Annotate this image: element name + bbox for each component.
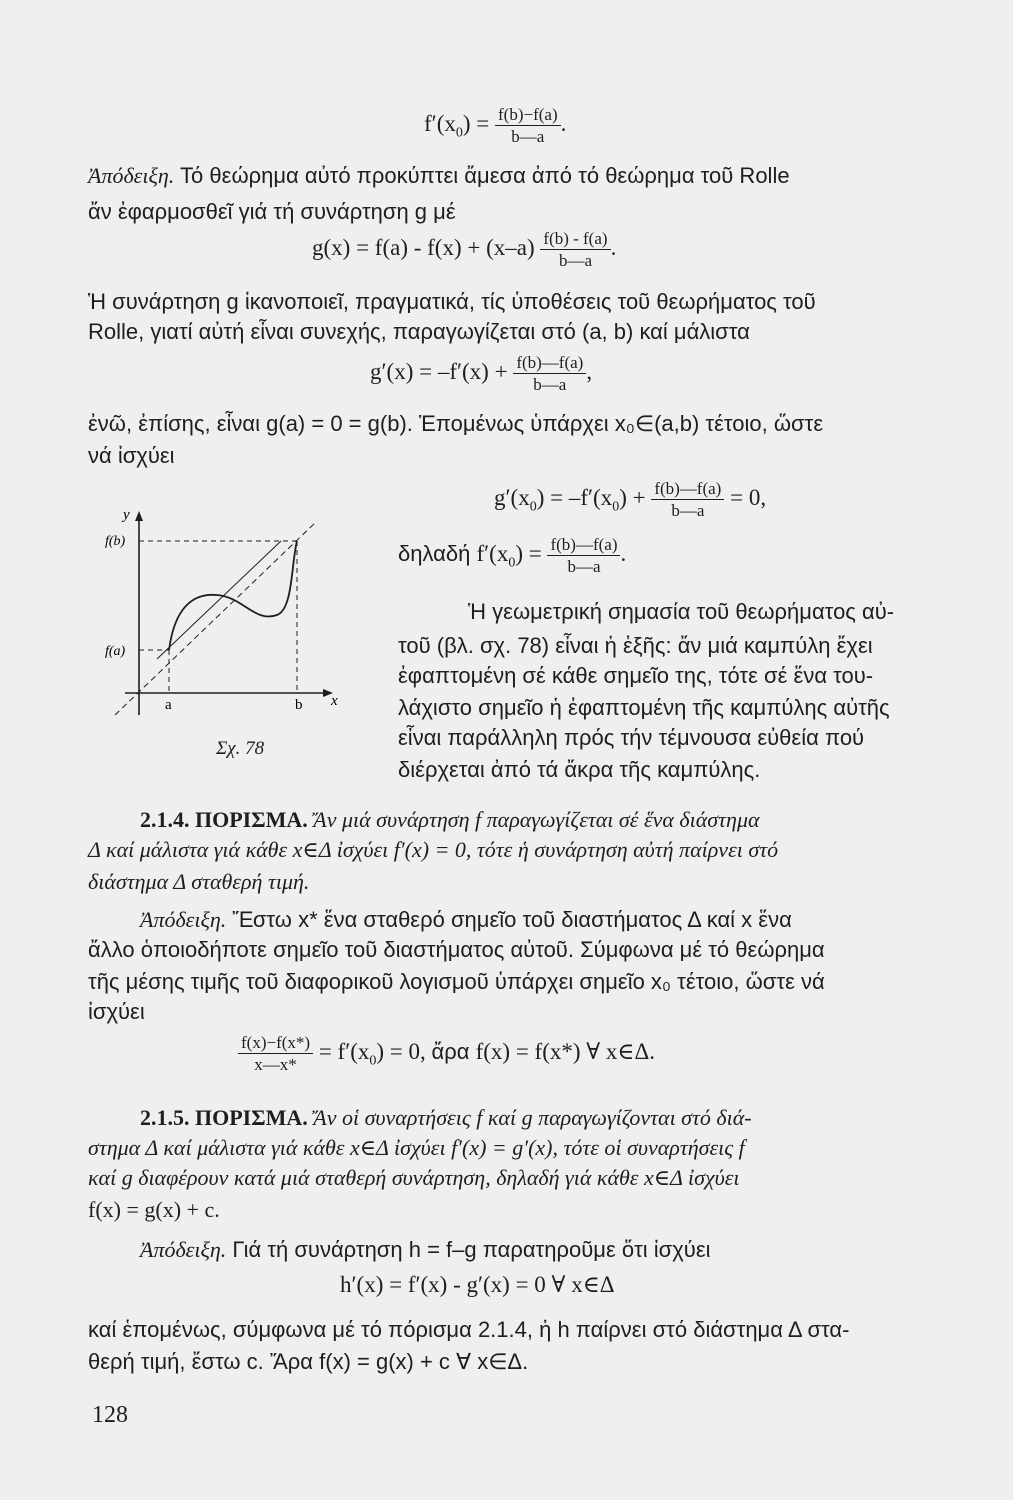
proof1-line3: Ἡ συνάρτηση g ἱκανοποιεῖ, πραγματικά, τίς ὑποθέσεις τοῦ θεωρήματος τοῦ — [88, 289, 816, 314]
denominator: b—a — [511, 127, 545, 146]
numerator: f(b)—f(a) — [513, 352, 586, 374]
figure-78 — [105, 505, 345, 765]
formula-text: g′(x — [494, 484, 530, 510]
subscript: 0 — [455, 125, 463, 141]
proof2-line3: τῆς μέσης τιμῆς τοῦ διαφορικοῦ λογισμοῦ ὑπάρχει σημεῖο x₀ τέτοιο, ὥστε νά — [88, 969, 825, 994]
text: Γιά τή συνάρτηση h = f–g παρατηροῦμε ὅτι ἰσχύει — [226, 1237, 711, 1262]
formula-text: , — [586, 358, 593, 384]
formula-text: f′(x — [476, 540, 509, 566]
geometric-line4: λάχιστο σημεῖο ἡ ἐφαπτομένη τῆς καμπύλης αὐτῆς — [398, 695, 890, 720]
formula-text: ) = –f′(x — [536, 484, 613, 510]
geometric-line6: διέρχεται ἀπό τά ἄκρα τῆς καμπύλης. — [398, 757, 761, 782]
label-fa: f(a) — [105, 644, 126, 659]
proof2-line4: ἰσχύει — [88, 999, 145, 1024]
formula-text: ) = — [462, 110, 495, 136]
geometric-line1: Ἡ γεωμετρική σημασία τοῦ θεωρήματος αὐ- — [468, 599, 895, 624]
formula-label: δηλαδή — [398, 540, 477, 566]
numerator: f(b) - f(a) — [540, 228, 610, 250]
proof1-line5: ἐνῶ, ἐπίσης, εἶναι g(a) = 0 = g(b). Ἑπομένως ὑπάρχει x₀∈(a,b) τέτοιο, ὥστε — [88, 411, 824, 436]
formula-text: ) + — [619, 484, 652, 510]
tangent-line — [157, 541, 281, 659]
proof1-line2: ἄν ἐφαρμοσθεῖ γιά τή συνάρτηση g μέ — [88, 199, 456, 224]
formula-text: ) = 0, — [376, 1038, 432, 1064]
denominator: x—x* — [254, 1055, 297, 1074]
formula-conclusion — [398, 534, 626, 577]
proof1-line6: νά ἰσχύει — [88, 443, 175, 468]
label-x: x — [331, 693, 338, 709]
numerator: f(x)−f(x*) — [238, 1032, 313, 1054]
label-b: b — [295, 697, 303, 713]
subscript: 0 — [508, 555, 516, 571]
formula-text: = f′(x — [313, 1038, 370, 1064]
numerator: f(b)−f(a) — [495, 104, 561, 126]
formula-greek: ἄρα — [431, 1038, 476, 1064]
secant-line — [115, 521, 317, 715]
corollary5-line4: f(x) = g(x) + c. — [88, 1197, 220, 1222]
corollary5-line3: καί g διαφέρουν κατά μιά σταθερή συνάρτηση, δηλαδή γιά κάθε x∈Δ ἰσχύει — [88, 1165, 740, 1190]
corollary4-line1 — [140, 806, 760, 834]
formula-g-definition — [312, 228, 616, 271]
fraction — [547, 534, 620, 577]
text: Ἄν μιά συνάρτηση f παραγωγίζεται σέ ἕνα διάστημα — [307, 807, 760, 832]
fraction — [238, 1032, 313, 1075]
subscript: 0 — [529, 499, 537, 515]
corollary5-line2: στημα Δ καί μάλιστα γιά κάθε x∈Δ ἰσχύει f′(x) = g′(x), τότε οἱ συναρτήσεις f — [88, 1135, 745, 1160]
label-y: y — [123, 507, 130, 523]
proof1-line1 — [88, 162, 790, 190]
formula-text: f′(x — [424, 110, 456, 136]
geometric-line2: τοῦ (βλ. σχ. 78) εἶναι ἡ ἑξῆς: ἄν μιά καμπύλη ἔχει — [398, 633, 873, 658]
corollary4-line3: διάστημα Δ σταθερή τιμή. — [88, 869, 310, 894]
figure-caption: Σχ. 78 — [216, 738, 265, 759]
proof3-line2: καί ἑπομένως, σύμφωνα μέ τό πόρισμα 2.1.4, ἡ h παίρνει στό διάστημα Δ στα- — [88, 1317, 850, 1342]
denominator: b—a — [558, 251, 592, 270]
corollary5-line1 — [140, 1104, 752, 1132]
curve — [169, 541, 297, 650]
formula-text: ) = — [515, 540, 548, 566]
denominator: b—a — [671, 501, 705, 520]
denominator: b—a — [533, 375, 567, 394]
y-axis-arrow — [135, 511, 143, 521]
fraction — [540, 228, 610, 271]
proof-label: Ἀπόδειξη. — [140, 1237, 227, 1262]
proof3-line3: θερή τιμή, ἔστω c. Ἄρα f(x) = g(x) + c ∀ x∈Δ. — [88, 1349, 529, 1374]
corollary-number: 2.1.4. ΠΟΡΙΣΜΑ. — [140, 807, 308, 832]
geometric-line3: ἐφαπτομένη σέ κάθε σημεῖο της, τότε σέ ἕνα του- — [398, 663, 874, 688]
label-fb: f(b) — [105, 534, 126, 549]
denominator: b—a — [567, 557, 601, 576]
corollary4-line2: Δ καί μάλιστα γιά κάθε x∈Δ ἰσχύει f′(x) = 0, τότε ἡ συνάρτηση αὐτή παίρνει στό — [88, 837, 779, 862]
formula-text: . — [610, 234, 617, 260]
formula-text: g′(x) = –f′(x) + — [370, 358, 514, 384]
formula-text: . — [620, 540, 627, 566]
subscript: 0 — [612, 499, 620, 515]
formula-g-derivative-x0 — [494, 478, 766, 521]
fraction — [513, 352, 586, 395]
numerator: f(b)—f(a) — [547, 534, 620, 556]
numerator: f(b)—f(a) — [651, 478, 724, 500]
subscript: 0 — [369, 1053, 377, 1069]
formula-g-derivative — [370, 352, 592, 395]
proof3-line1 — [140, 1236, 711, 1264]
formula-constant — [238, 1032, 655, 1075]
proof-label: Ἀπόδειξη. — [140, 907, 227, 932]
formula-mean-value — [424, 104, 566, 147]
formula-text: f(x) = f(x*) ∀ x∈Δ. — [475, 1038, 655, 1064]
formula-h-derivative: h′(x) = f′(x) - g′(x) = 0 ∀ x∈Δ — [340, 1272, 615, 1297]
formula-text: g(x) = f(a) - f(x) + (x–a) — [312, 234, 541, 260]
formula-text: . — [560, 110, 567, 136]
proof1-line4: Rolle, γιατί αὐτή εἶναι συνεχής, παραγωγίζεται στό (a, b) καί μάλιστα — [88, 319, 750, 344]
fraction — [651, 478, 724, 521]
text: Τό θεώρημα αὐτό προκύπτει ἄμεσα ἀπό τό θεώρημα τοῦ Rolle — [174, 163, 790, 188]
text: Ἔστω x* ἕνα σταθερό σημεῖο τοῦ διαστήματος Δ καί x ἕνα — [226, 907, 792, 932]
corollary-number: 2.1.5. ΠΟΡΙΣΜΑ. — [140, 1105, 308, 1130]
page-number: 128 — [92, 1402, 128, 1428]
fraction — [495, 104, 561, 147]
proof-label: Ἀπόδειξη. — [88, 163, 175, 188]
label-a: a — [165, 697, 172, 713]
formula-text: = 0, — [724, 484, 767, 510]
proof2-line1 — [140, 906, 792, 934]
geometric-line5: εἶναι παράλληλη πρός τήν τέμνουσα εὐθεία πού — [398, 725, 865, 750]
proof2-line2: ἄλλο ὁποιοδήποτε σημεῖο τοῦ διαστήματος αὐτοῦ. Σύμφωνα μέ τό θεώρημα — [88, 937, 825, 962]
text: Ἄν οἱ συναρτήσεις f καί g παραγωγίζονται στό διά- — [307, 1105, 752, 1130]
